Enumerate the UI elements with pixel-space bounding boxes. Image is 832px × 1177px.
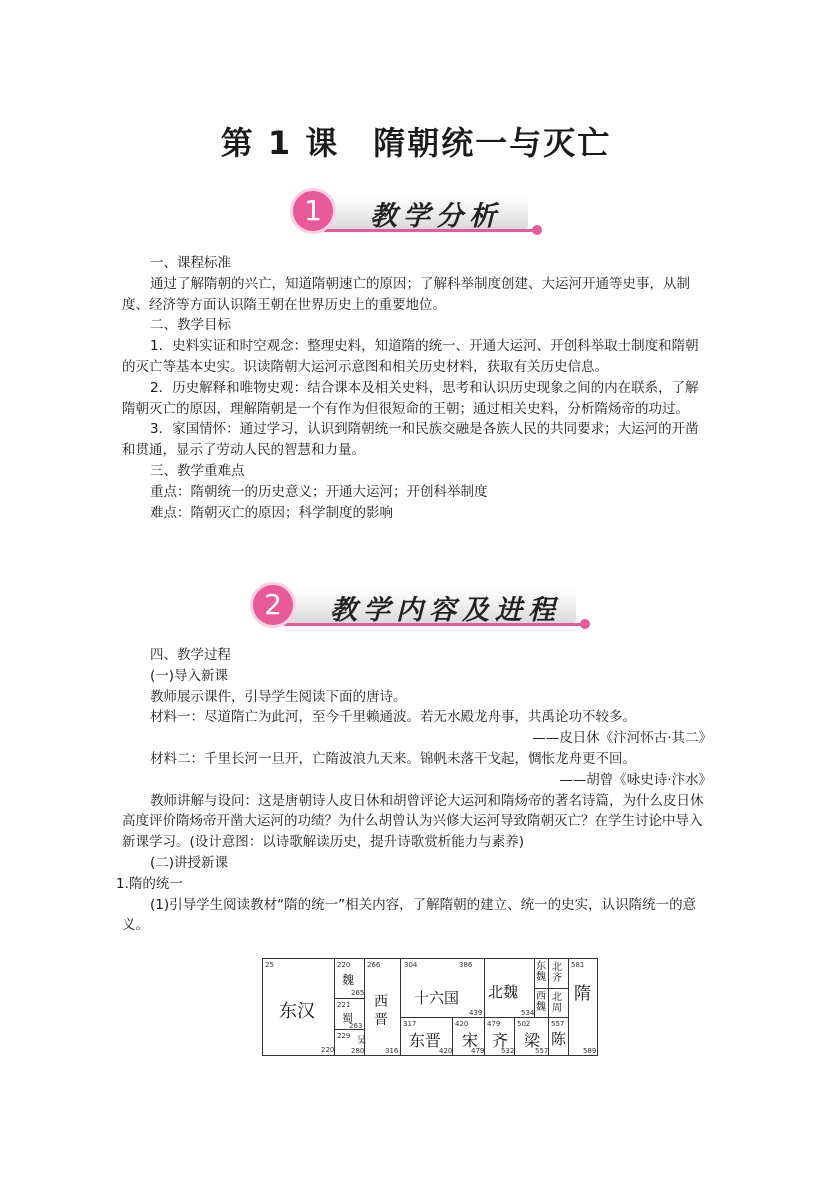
year-label: 263 bbox=[349, 1022, 363, 1030]
section-heading: 教学分析 bbox=[370, 201, 502, 232]
cell-sui bbox=[569, 959, 597, 1056]
year-label: 479 bbox=[471, 1047, 485, 1055]
heading-goals: 二、教学目标 bbox=[150, 317, 231, 334]
dynasty-xijin: 西晋 bbox=[374, 994, 388, 1028]
year-label: 589 bbox=[583, 1047, 597, 1055]
material-two: 材料二：千里长河一旦开，亡隋波浪九天来。锦帆未落干戈起，惆怅龙舟更不回。 bbox=[150, 750, 636, 767]
year-label: 557 bbox=[551, 1020, 565, 1028]
year-label: 304 bbox=[404, 961, 418, 969]
difficult-points: 难点：隋朝灭亡的原因；科学制度的影响 bbox=[150, 504, 393, 521]
year-label: 265 bbox=[351, 989, 365, 997]
year-label: 420 bbox=[439, 1047, 453, 1055]
dynasty-qi: 齐 bbox=[492, 1031, 509, 1050]
intro-paragraph: 教师展示课件，引导学生阅读下面的唐诗。 bbox=[150, 688, 407, 705]
year-label: 502 bbox=[517, 1020, 531, 1028]
goal-2: 2．历史解释和唯物史观：结合课本及相关史料，思考和认识历史现象之间的内在联系，了解隋朝灭亡的原因，理解隋朝是一个有作为但很短命的王朝；通过相关史料，分析隋炀帝的功过。 bbox=[122, 379, 699, 417]
process-body bbox=[116, 645, 712, 936]
year-label: 557 bbox=[535, 1047, 549, 1055]
year-label: 221 bbox=[337, 1001, 351, 1009]
dynasty-beiwei: 北魏 bbox=[488, 983, 519, 1001]
year-label: 280 bbox=[351, 1047, 365, 1055]
key-points: 重点：隋朝统一的历史意义；开通大运河；开创科举制度 bbox=[150, 483, 488, 500]
dynasty-shu: 蜀 bbox=[342, 1012, 353, 1025]
year-label: 229 bbox=[337, 1032, 351, 1040]
section-banner-analysis bbox=[290, 186, 542, 242]
year-label: 534 bbox=[521, 1009, 535, 1017]
subheading-intro: (一)导入新课 bbox=[150, 667, 229, 684]
curriculum-standard: 通过了解隋朝的兴亡，知道隋朝速亡的原因；了解科举制度创建、大运河开通等史事，从制度、经济等方面认识隋王朝在世界历史上的重要地位。 bbox=[122, 275, 690, 313]
section-heading: 教学内容及进程 bbox=[330, 595, 561, 626]
year-label: 220 bbox=[321, 1046, 335, 1054]
year-label: 479 bbox=[487, 1020, 501, 1028]
year-label: 386 bbox=[459, 961, 473, 969]
heading-key-points: 三、教学重难点 bbox=[150, 462, 245, 479]
dynasty-donghan: 东汉 bbox=[279, 1001, 315, 1022]
banner-end-dot bbox=[580, 619, 590, 629]
dynasty-liang: 梁 bbox=[524, 1031, 541, 1050]
dynasty-beizhou: 北周 bbox=[552, 992, 562, 1014]
year-label: 420 bbox=[455, 1020, 469, 1028]
goal-3: 3．家国情怀：通过学习，认识到隋朝统一和民族交融是各族人民的共同要求；大运河的开凿和贯通，显示了劳动人民的智慧和力量。 bbox=[122, 421, 699, 459]
teacher-question: 教师讲解与设问：这是唐朝诗人皮日休和胡曾评论大运河和隋炀帝的著名诗篇，为什么皮日休高度评价隋炀帝开凿大运河的功绩？为什么胡曾认为兴修大运河导致隋朝灭亡？在学生讨论中导入新课学习。(设计意图：以诗歌解读历史，提升诗歌赏析能力与素养) bbox=[122, 792, 704, 851]
banner-end-dot bbox=[532, 225, 542, 235]
section-number-badge: 1 bbox=[290, 188, 336, 234]
subheading-new-lesson: (二)讲授新课 bbox=[150, 854, 229, 871]
year-label: 532 bbox=[501, 1047, 515, 1055]
dynasty-dongjin: 东晋 bbox=[409, 1031, 442, 1050]
section-number-badge: 2 bbox=[250, 582, 296, 628]
year-label: 220 bbox=[337, 961, 351, 969]
heading-curriculum: 一、课程标准 bbox=[150, 255, 231, 271]
year-label: 581 bbox=[571, 961, 585, 969]
year-label: 439 bbox=[469, 1009, 483, 1017]
heading-process: 四、教学过程 bbox=[150, 647, 231, 663]
section-banner-process bbox=[250, 580, 590, 636]
dynasty-shiliuguo: 十六国 bbox=[414, 989, 460, 1007]
material-two-source: ——胡曾《咏史诗·汴水》 bbox=[559, 771, 712, 788]
year-label: 266 bbox=[367, 961, 381, 969]
dynasty-wu: 吴 bbox=[357, 1036, 367, 1046]
subheading-sui-unification: 1.隋的统一 bbox=[116, 875, 183, 892]
dynasty-dongwei: 东魏 bbox=[536, 961, 546, 983]
material-one: 材料一：尽道隋亡为此河，至今千里赖通波。若无水殿龙舟事，共禹论功不较多。 bbox=[150, 709, 636, 726]
dynasty-timeline-diagram bbox=[262, 958, 598, 1056]
year-label: 25 bbox=[265, 961, 274, 969]
dynasty-wei: 魏 bbox=[342, 973, 355, 987]
year-label: 317 bbox=[403, 1020, 417, 1028]
dynasty-chen: 陈 bbox=[551, 1030, 567, 1048]
year-label: 316 bbox=[385, 1047, 399, 1055]
dynasty-sui: 隋 bbox=[574, 984, 591, 1004]
analysis-body bbox=[122, 253, 712, 523]
dynasty-xiwei: 西魏 bbox=[536, 991, 546, 1013]
material-one-source: ——皮日休《汴河怀古·其二》 bbox=[532, 730, 712, 747]
goal-1: 1．史料实证和时空观念：整理史料，知道隋的统一、开通大运河、开创科举取士制度和隋朝的灭亡等基本史实。识读隋朝大运河示意图和相关历史材料，获取有关历史信息。 bbox=[122, 338, 699, 375]
dynasty-beiqi: 北齐 bbox=[552, 962, 562, 984]
dynasty-song: 宋 bbox=[462, 1031, 479, 1050]
page-title: 第 1 课 隋朝统一与灭亡 bbox=[220, 124, 612, 162]
unification-paragraph: (1)引导学生阅读教材“隋的统一”相关内容，了解隋朝的建立、统一的史实，认识隋统一的意义。 bbox=[122, 896, 697, 934]
